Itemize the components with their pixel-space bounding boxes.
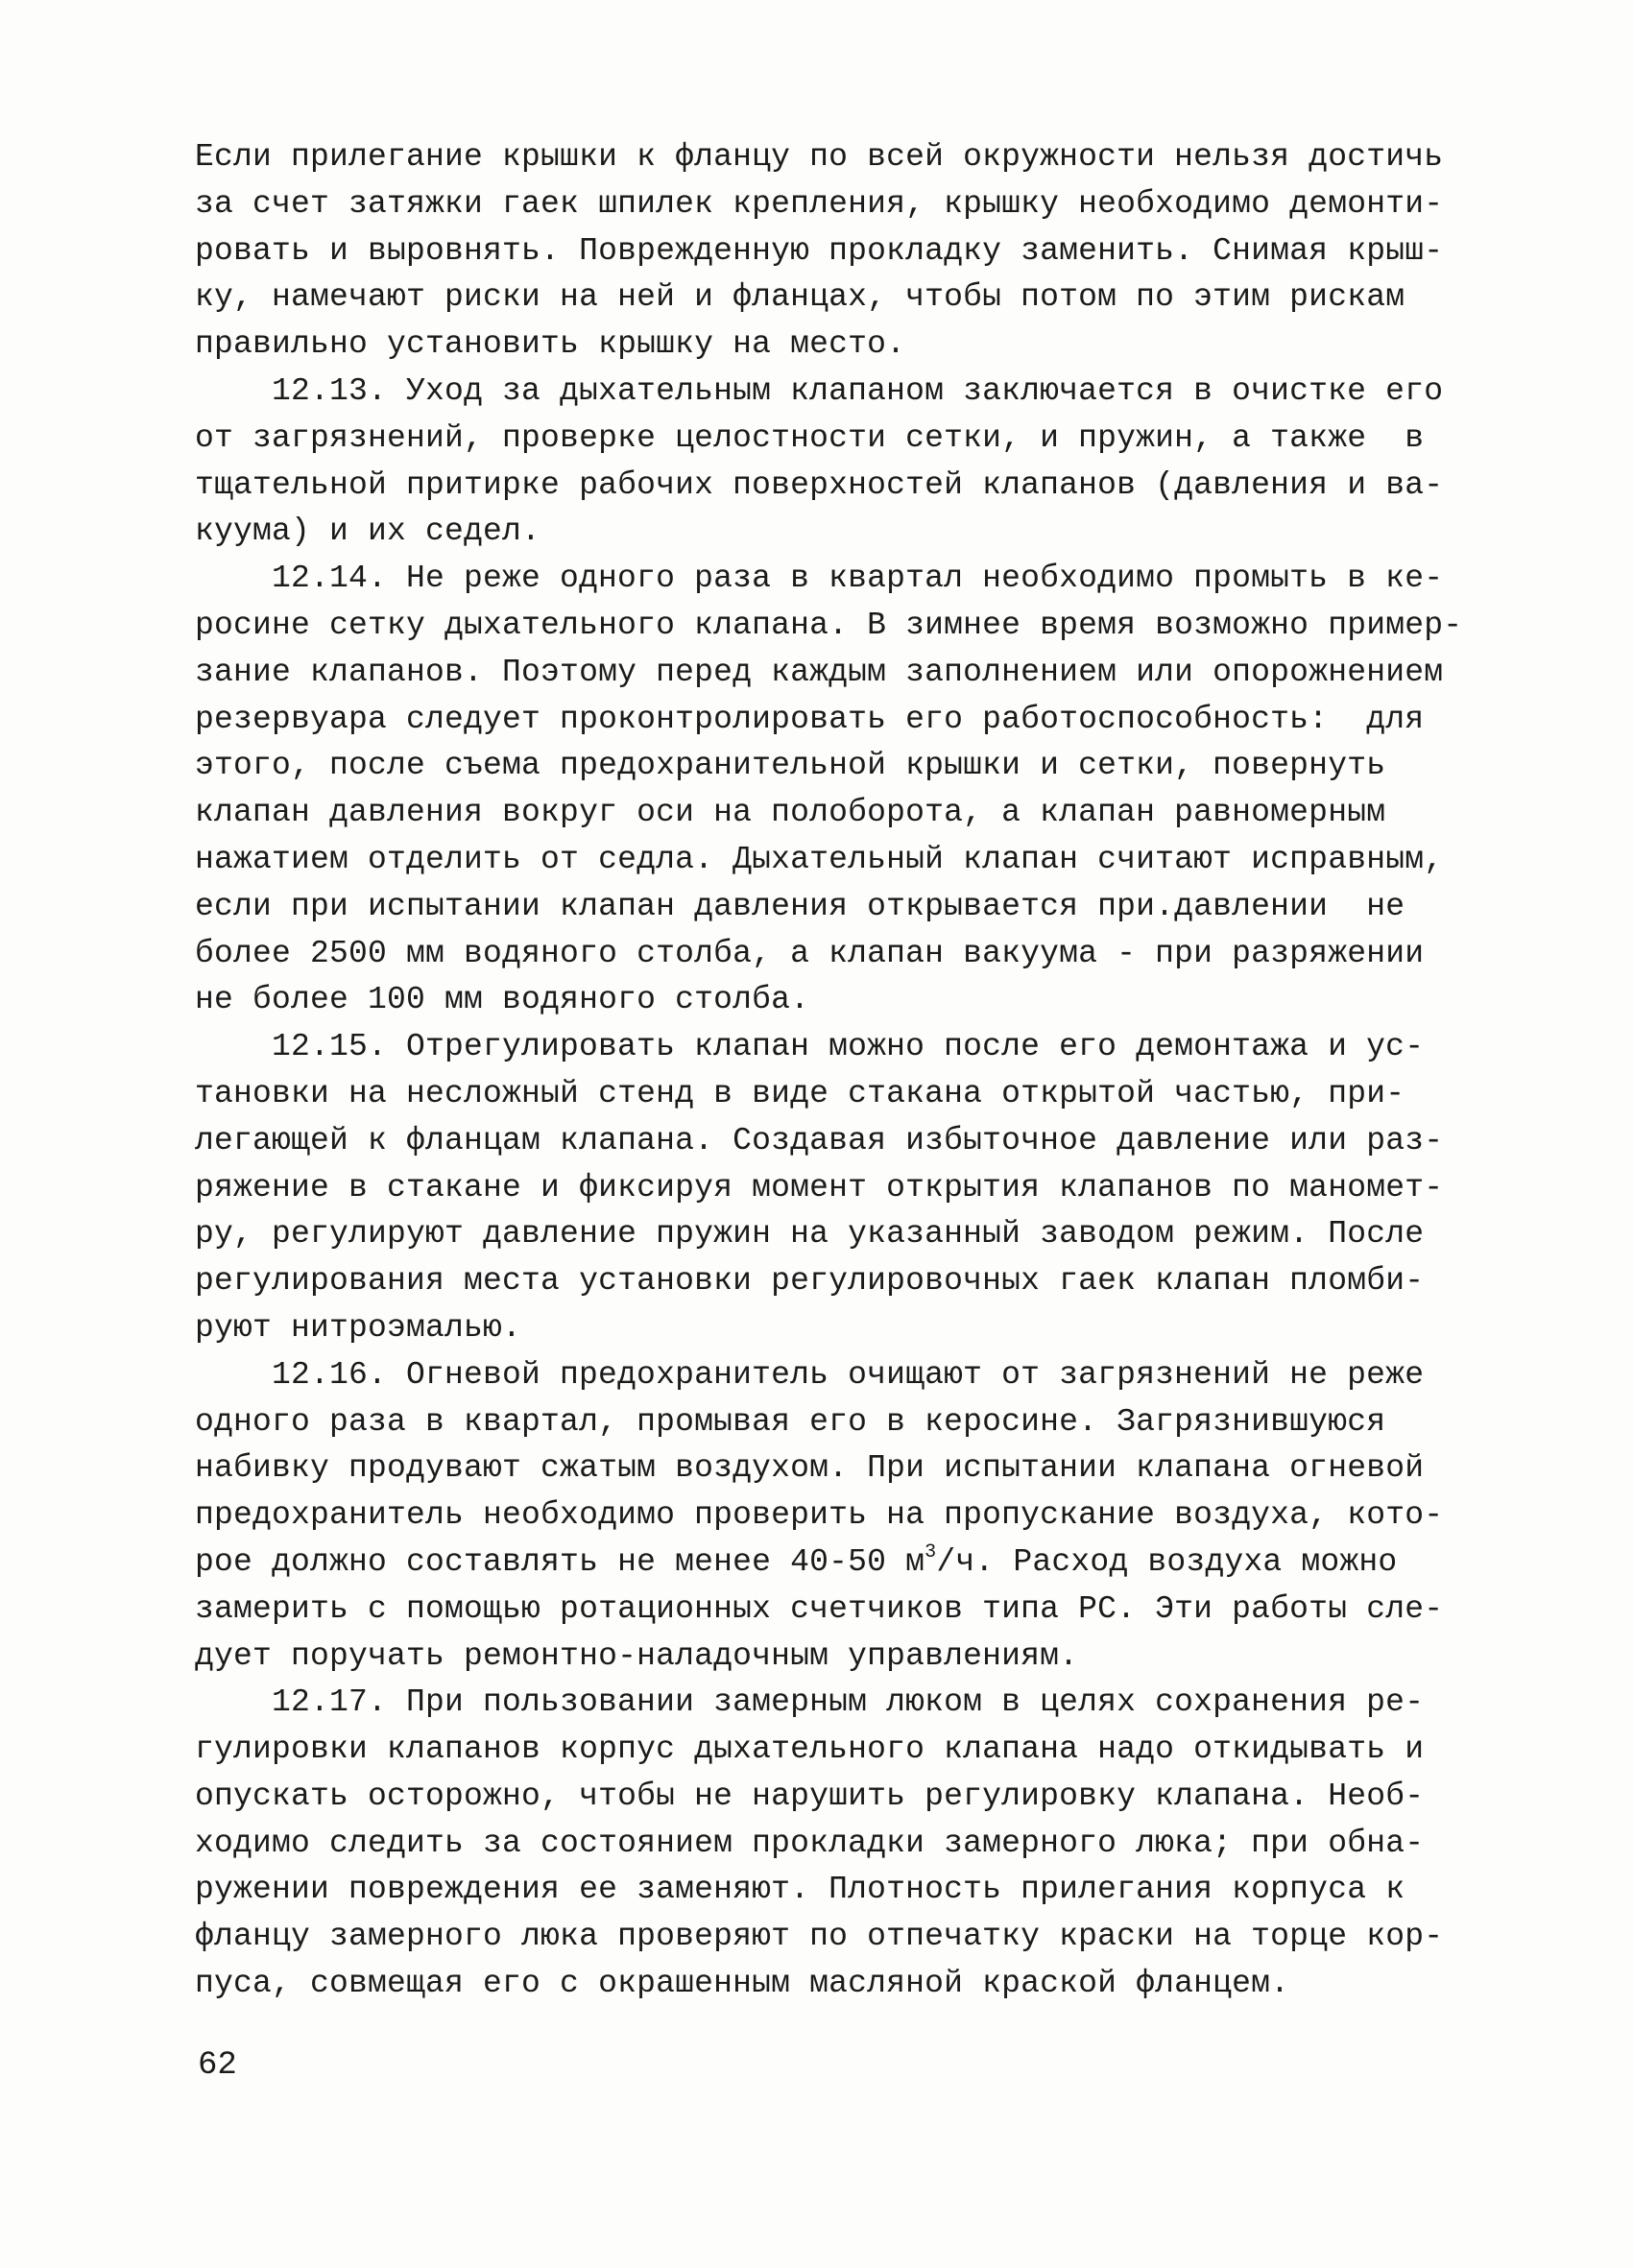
text-line: 12.13. Уход за дыхательным клапаном заключается в очистке его [272, 372, 1444, 409]
text-line: регулирования места установки регулировочных гаек клапан пломби- [195, 1263, 1425, 1300]
text-line: замерить с помощью ротационных счетчиков типа PC. Эти работы сле- [195, 1590, 1444, 1627]
text-line: 12.15. Отрегулировать клапан можно после его демонтажа и ус- [272, 1029, 1425, 1065]
text-line: 12.17. При пользовании замерным люком в целях сохранения ре- [272, 1684, 1425, 1721]
text-line: клапан давления вокруг оси на полоборота, а клапан равномерным [195, 795, 1386, 831]
text-line: от загрязнений, проверке целостности сетки, и пружин, а также в [195, 419, 1425, 456]
text-line: одного раза в квартал, промывая его в керосине. Загрязнившуюся [195, 1403, 1386, 1440]
text-line: если при испытании клапан давления открывается при.давлении не [195, 888, 1405, 924]
text-line: не более 100 мм водяного столба. [195, 982, 810, 1018]
text-line: легающей к фланцам клапана. Создавая избыточное давление или раз- [195, 1122, 1444, 1158]
text-line: ружении повреждения ее заменяют. Плотность прилегания корпуса к [195, 1872, 1405, 1908]
text-line: тщательной притирке рабочих поверхностей клапанов (давления и ва- [195, 466, 1444, 503]
text-line: правильно установить крышку на место. [195, 326, 906, 363]
text-line: ру, регулируют давление пружин на указанный заводом режим. После [195, 1216, 1425, 1253]
text-line: зание клапанов. Поэтому перед каждым заполнением или опорожнением [195, 654, 1444, 690]
text-line: ровать и выровнять. Поврежденную прокладку заменить. Снимая крыш- [195, 232, 1444, 269]
paragraph-continuation [195, 134, 1462, 369]
text-line: ку, намечают риски на ней и фланцах, чтобы потом по этим рискам [195, 279, 1405, 316]
text-line: резервуара следует проконтролировать его работоспособность: для [195, 701, 1425, 737]
text-line: гулировки клапанов корпус дыхательного клапана надо откидывать и [195, 1731, 1425, 1768]
text-line-with-superscript [195, 1540, 1462, 1587]
text-fragment: /ч. Расход воздуха можно [936, 1543, 1398, 1580]
text-line: нажатием отделить от седла. Дыхательный клапан считают исправным, [195, 841, 1444, 877]
paragraph-12-15 [195, 1024, 1462, 1352]
text-line: росине сетку дыхательного клапана. В зимнее время возможно пример- [195, 607, 1463, 643]
text-line: руют нитроэмалью. [195, 1309, 522, 1346]
paragraph-12-14 [195, 556, 1462, 1024]
text-line: предохранитель необходимо проверить на пропускание воздуха, кото- [195, 1497, 1444, 1534]
text-line: более 2500 мм водяного столба, а клапан вакуума - при разряжении [195, 935, 1425, 971]
body-text [195, 134, 1462, 2008]
text-line: ряжение в стакане и фиксируя момент открытия клапанов по маномет- [195, 1169, 1444, 1206]
text-line: ходимо следить за состоянием прокладки замерного люка; при обна- [195, 1825, 1425, 1861]
paragraph-12-13 [195, 369, 1462, 556]
text-line: пуса, совмещая его с окрашенным масляной краской фланцем. [195, 1966, 1290, 2002]
text-line: опускать осторожно, чтобы не нарушить регулировку клапана. Необ- [195, 1778, 1425, 1814]
text-line: куума) и их седел. [195, 513, 541, 550]
superscript-exponent: 3 [925, 1540, 937, 1564]
text-line: фланцу замерного люка проверяют по отпечатку краски на торце кор- [195, 1919, 1444, 1955]
text-line: тановки на несложный стенд в виде стакана открытой частью, при- [195, 1075, 1405, 1111]
text-line: 12.16. Огневой предохранитель очищают от загрязнений не реже [272, 1356, 1425, 1393]
paragraph-12-16 [195, 1352, 1462, 1681]
text-line: этого, после съема предохранительной крышки и сетки, повернуть [195, 748, 1386, 784]
text-line: за счет затяжки гаек шпилек крепления, крышку необходимо демонти- [195, 185, 1444, 222]
text-line: дует поручать ремонтно-наладочным управлениям. [195, 1637, 1079, 1674]
page-number: 62 [198, 2047, 237, 2084]
text-fragment: рое должно составлять не менее 40-50 м [195, 1543, 925, 1580]
text-line: 12.14. Не реже одного раза в квартал необходимо промыть в ке- [272, 561, 1444, 597]
paragraph-12-17 [195, 1680, 1462, 2008]
text-line: набивку продувают сжатым воздухом. При испытании клапана огневой [195, 1450, 1425, 1487]
text-line: Если прилегание крышки к фланцу по всей окружности нельзя достичь [195, 139, 1444, 175]
